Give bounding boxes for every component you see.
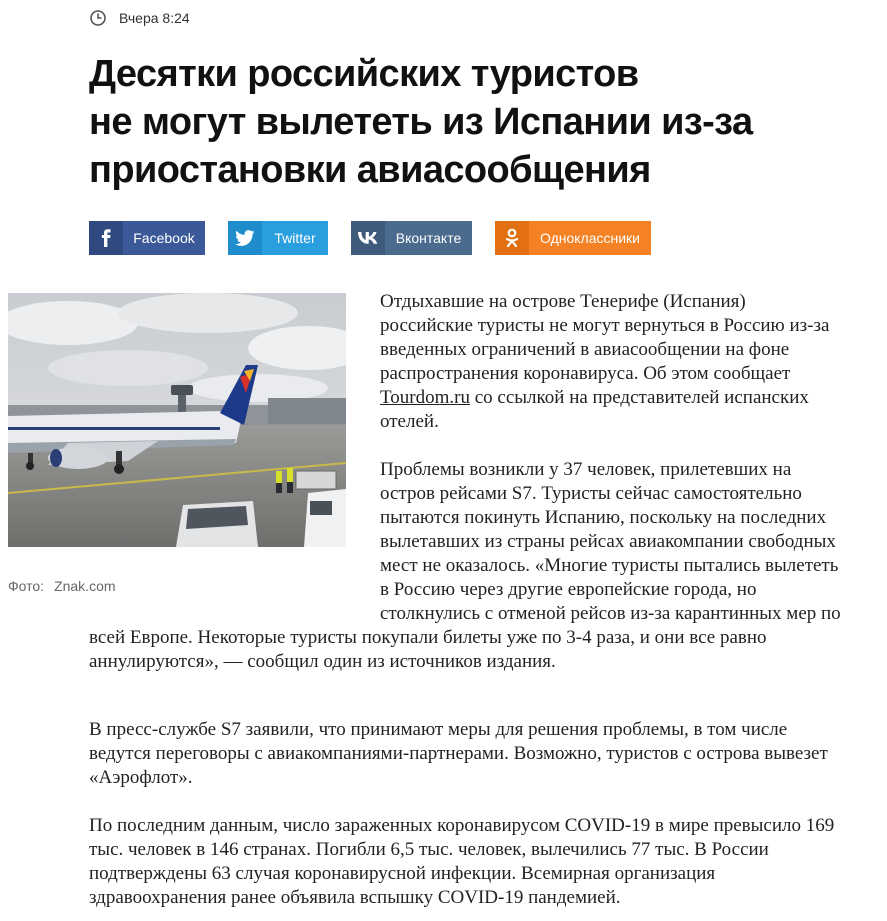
caption-label: Фото: xyxy=(8,578,45,594)
clock-icon xyxy=(89,9,107,27)
vkontakte-label: Вконтакте xyxy=(395,230,462,246)
tourdom-link[interactable]: Tourdom.ru xyxy=(380,387,470,408)
paragraph-3: В пресс-службе S7 заявили, что принимают меры для решения проблемы, в том числе ведутся переговоры с авиакомпаниями-партнерами. Возможно, туристов с острова вывезет «Аэрофлот». xyxy=(89,719,828,788)
title-line-1: Десятки российских туристов xyxy=(89,53,639,95)
title-line-3: приостановки авиасообщения xyxy=(89,149,651,191)
paragraph-2-wrap xyxy=(89,458,849,674)
paragraph-4: По последним данным, число зараженных коронавирусом COVID-19 в мире превысило 169 тыс. человек в 146 странах. Погибли 6,5 тыс. человек, вылечились 77 тыс. В России подтверждены 63 случая коронавирусной инфекции. Всемирная организация здравоохранения ранее объявила вспышку COVID-19 пандемией. xyxy=(89,815,835,908)
twitter-label: Twitter xyxy=(274,230,316,246)
vk-icon xyxy=(351,221,385,255)
paragraph-2: Проблемы возникли у 37 человек, прилетевших на остров рейсами S7. Туристы сейчас самостоятельно пытаются покинуть Испанию, поскольку на последних вылетавших из страны рейсах авиакомпании свободных мест не оказалось. «Многие туристы пытались вылететь в Россию через другие европейские города, но столкнулись с отменой рейсов из-за карантинных мер по всей Европе. Некоторые туристы покупали билеты уже по 3-4 раза, и они все равно аннулируются», — сообщил один из источников издания. xyxy=(89,459,841,672)
facebook-label: Facebook xyxy=(133,230,195,246)
share-twitter-button[interactable] xyxy=(228,221,328,255)
twitter-icon xyxy=(228,221,262,255)
share-odnoklassniki-button[interactable] xyxy=(495,221,651,255)
paragraph-1-tail: со ссылкой на представителей испанских отелей. xyxy=(380,387,809,432)
title-line-2: не могут вылететь из Испании из-за xyxy=(89,101,753,143)
share-vkontakte-button[interactable] xyxy=(351,221,472,255)
paragraph-1-text: Отдыхавшие на острове Тенерифе (Испания) российские туристы не могут вернуться в Россию из-за введенных ограничений в авиасообщении на фоне распространения коронавируса. Об этом сообщает xyxy=(380,291,830,384)
paragraph-1 xyxy=(380,290,840,434)
caption-source: Znak.com xyxy=(54,578,116,594)
odnoklassniki-icon xyxy=(495,221,529,255)
article-title xyxy=(89,50,869,194)
article-meta xyxy=(89,8,190,28)
odnoklassniki-label: Одноклассники xyxy=(539,230,640,246)
publish-time: Вчера 8:24 xyxy=(119,10,190,26)
photo-float-spacer xyxy=(89,458,380,626)
share-facebook-button[interactable] xyxy=(89,221,205,255)
facebook-icon xyxy=(89,221,123,255)
